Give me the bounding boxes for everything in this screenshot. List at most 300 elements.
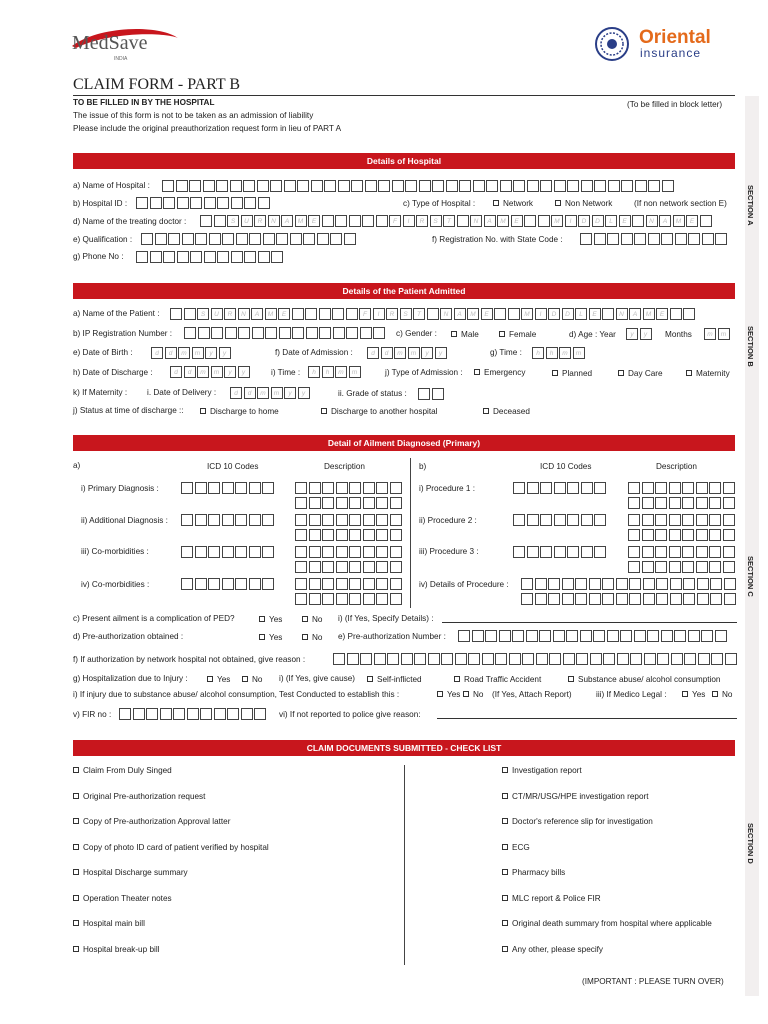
grade-boxes[interactable] <box>418 388 445 400</box>
char-box[interactable] <box>295 561 307 573</box>
char-box[interactable] <box>513 180 525 192</box>
char-box[interactable]: d <box>170 366 182 378</box>
char-box[interactable] <box>590 653 602 665</box>
char-box[interactable] <box>522 653 534 665</box>
doc-right-checkbox[interactable] <box>502 895 508 901</box>
char-box[interactable] <box>709 546 721 558</box>
doc-right-item[interactable] <box>502 894 601 904</box>
char-box[interactable] <box>414 653 426 665</box>
daycare-checkbox[interactable] <box>618 370 624 376</box>
injury-yes-checkbox[interactable] <box>207 676 213 682</box>
char-box[interactable]: A <box>484 215 496 227</box>
primary-dx-desc-boxes[interactable] <box>295 482 403 494</box>
network-option[interactable]: Network <box>493 199 533 209</box>
char-box[interactable] <box>390 529 402 541</box>
char-box[interactable] <box>670 593 682 605</box>
hospital-id-boxes[interactable] <box>136 197 271 209</box>
char-box[interactable] <box>642 482 654 494</box>
char-box[interactable] <box>567 514 579 526</box>
char-box[interactable] <box>581 482 593 494</box>
char-box[interactable]: I <box>535 308 547 320</box>
char-box[interactable] <box>170 308 182 320</box>
char-box[interactable] <box>688 233 700 245</box>
char-box[interactable] <box>336 482 348 494</box>
char-box[interactable] <box>155 233 167 245</box>
non-network-checkbox[interactable] <box>555 200 561 206</box>
char-box[interactable] <box>684 653 696 665</box>
char-box[interactable] <box>181 546 193 558</box>
char-box[interactable] <box>697 593 709 605</box>
char-box[interactable] <box>670 578 682 590</box>
char-box[interactable] <box>322 593 334 605</box>
char-box[interactable]: F <box>359 308 371 320</box>
char-box[interactable] <box>432 180 444 192</box>
char-box[interactable]: d <box>381 347 393 359</box>
char-box[interactable] <box>709 529 721 541</box>
char-box[interactable] <box>303 233 315 245</box>
ped-specify-line[interactable] <box>442 622 737 623</box>
char-box[interactable] <box>723 497 735 509</box>
char-box[interactable] <box>338 180 350 192</box>
char-box[interactable] <box>581 546 593 558</box>
char-box[interactable] <box>309 593 321 605</box>
qualification-boxes[interactable] <box>141 233 357 245</box>
char-box[interactable]: T <box>413 308 425 320</box>
char-box[interactable]: m <box>704 328 716 340</box>
char-box[interactable]: y <box>435 347 447 359</box>
char-box[interactable] <box>181 514 193 526</box>
char-box[interactable] <box>566 630 578 642</box>
char-box[interactable] <box>214 708 226 720</box>
doc-left-item[interactable] <box>73 792 205 802</box>
char-box[interactable]: m <box>211 366 223 378</box>
char-box[interactable] <box>344 233 356 245</box>
char-box[interactable] <box>217 251 229 263</box>
char-box[interactable] <box>669 497 681 509</box>
char-box[interactable] <box>363 593 375 605</box>
char-box[interactable] <box>187 708 199 720</box>
char-box[interactable] <box>539 630 551 642</box>
char-box[interactable] <box>500 180 512 192</box>
char-box[interactable] <box>696 561 708 573</box>
char-box[interactable] <box>198 327 210 339</box>
self-inflicted-option[interactable]: Self-inflicted <box>367 675 422 685</box>
char-box[interactable]: M <box>467 308 479 320</box>
primary-dx-desc-boxes-2[interactable] <box>295 497 403 509</box>
char-box[interactable] <box>701 630 713 642</box>
char-box[interactable] <box>376 514 388 526</box>
char-box[interactable] <box>535 578 547 590</box>
test-no-option[interactable]: No <box>463 690 483 700</box>
char-box[interactable] <box>418 388 430 400</box>
char-box[interactable] <box>214 215 226 227</box>
preauth-no-option[interactable]: No <box>302 633 322 643</box>
deceased-checkbox[interactable] <box>483 408 489 414</box>
char-box[interactable] <box>297 180 309 192</box>
char-box[interactable] <box>133 708 145 720</box>
char-box[interactable] <box>279 327 291 339</box>
char-box[interactable]: E <box>308 215 320 227</box>
char-box[interactable] <box>295 593 307 605</box>
procedure-details-boxes-2[interactable] <box>521 593 737 605</box>
char-box[interactable] <box>669 514 681 526</box>
char-box[interactable] <box>628 482 640 494</box>
char-box[interactable] <box>656 593 668 605</box>
char-box[interactable]: m <box>408 347 420 359</box>
char-box[interactable] <box>249 482 261 494</box>
char-box[interactable] <box>669 561 681 573</box>
char-box[interactable]: R <box>224 308 236 320</box>
char-box[interactable]: E <box>511 215 523 227</box>
char-box[interactable]: y <box>238 366 250 378</box>
comorbidities2-icd-boxes[interactable] <box>181 578 276 590</box>
char-box[interactable] <box>401 653 413 665</box>
comorbidities2-desc-boxes[interactable] <box>295 578 403 590</box>
discharge-other-checkbox[interactable] <box>321 408 327 414</box>
char-box[interactable] <box>292 327 304 339</box>
char-box[interactable] <box>200 708 212 720</box>
char-box[interactable] <box>203 180 215 192</box>
char-box[interactable] <box>661 233 673 245</box>
comorbidities1-desc-boxes-2[interactable] <box>295 561 403 573</box>
char-box[interactable] <box>306 327 318 339</box>
char-box[interactable] <box>309 578 321 590</box>
char-box[interactable] <box>628 546 640 558</box>
char-box[interactable] <box>349 215 361 227</box>
char-box[interactable] <box>160 708 172 720</box>
doc-left-checkbox[interactable] <box>73 767 79 773</box>
char-box[interactable] <box>709 482 721 494</box>
char-box[interactable]: y <box>205 347 217 359</box>
rta-option[interactable]: Road Traffic Accident <box>454 675 541 685</box>
char-box[interactable] <box>168 233 180 245</box>
char-box[interactable] <box>200 215 212 227</box>
char-box[interactable]: m <box>257 387 269 399</box>
char-box[interactable] <box>222 514 234 526</box>
char-box[interactable] <box>222 578 234 590</box>
char-box[interactable]: M <box>551 215 563 227</box>
injury-yes-option[interactable]: Yes <box>207 675 230 685</box>
char-box[interactable]: D <box>578 215 590 227</box>
char-box[interactable] <box>709 497 721 509</box>
char-box[interactable] <box>432 388 444 400</box>
char-box[interactable] <box>163 251 175 263</box>
char-box[interactable]: N <box>616 308 628 320</box>
char-box[interactable] <box>594 514 606 526</box>
char-box[interactable] <box>292 308 304 320</box>
medico-yes-option[interactable]: Yes <box>682 690 705 700</box>
char-box[interactable] <box>270 180 282 192</box>
char-box[interactable] <box>682 546 694 558</box>
age-year-boxes[interactable] <box>626 328 653 340</box>
char-box[interactable] <box>363 561 375 573</box>
char-box[interactable] <box>554 482 566 494</box>
char-box[interactable] <box>628 529 640 541</box>
char-box[interactable] <box>576 653 588 665</box>
char-box[interactable]: y <box>298 387 310 399</box>
char-box[interactable] <box>349 593 361 605</box>
char-box[interactable] <box>349 529 361 541</box>
char-box[interactable] <box>671 653 683 665</box>
procedure2-desc-boxes-2[interactable] <box>628 529 736 541</box>
doc-right-item[interactable] <box>502 817 653 827</box>
char-box[interactable] <box>263 233 275 245</box>
char-box[interactable]: h <box>322 366 334 378</box>
char-box[interactable] <box>669 482 681 494</box>
char-box[interactable]: A <box>281 215 293 227</box>
char-box[interactable] <box>208 578 220 590</box>
doc-left-checkbox[interactable] <box>73 946 79 952</box>
char-box[interactable] <box>222 233 234 245</box>
char-box[interactable] <box>628 514 640 526</box>
char-box[interactable] <box>499 630 511 642</box>
procedure1-desc-boxes[interactable] <box>628 482 736 494</box>
doc-right-item[interactable] <box>502 843 530 853</box>
char-box[interactable] <box>184 327 196 339</box>
procedure2-icd-boxes[interactable] <box>513 514 608 526</box>
char-box[interactable] <box>620 630 632 642</box>
char-box[interactable]: M <box>265 308 277 320</box>
primary-dx-icd-boxes[interactable] <box>181 482 276 494</box>
char-box[interactable]: M <box>295 215 307 227</box>
char-box[interactable] <box>225 327 237 339</box>
char-box[interactable] <box>485 630 497 642</box>
char-box[interactable]: m <box>349 366 361 378</box>
char-box[interactable]: N <box>646 215 658 227</box>
char-box[interactable] <box>655 546 667 558</box>
char-box[interactable] <box>696 514 708 526</box>
daycare-option[interactable]: Day Care <box>618 369 663 379</box>
char-box[interactable] <box>634 630 646 642</box>
procedure3-icd-boxes[interactable] <box>513 546 608 558</box>
char-box[interactable] <box>682 529 694 541</box>
doc-left-item[interactable] <box>73 868 188 878</box>
ped-yes-option[interactable]: Yes <box>259 615 282 625</box>
char-box[interactable] <box>643 578 655 590</box>
char-box[interactable] <box>311 180 323 192</box>
char-box[interactable] <box>527 546 539 558</box>
char-box[interactable] <box>322 215 334 227</box>
char-box[interactable] <box>656 578 668 590</box>
char-box[interactable] <box>682 561 694 573</box>
doctor-name-boxes[interactable] <box>200 215 713 227</box>
char-box[interactable] <box>360 653 372 665</box>
char-box[interactable] <box>683 308 695 320</box>
deceased-option[interactable]: Deceased <box>483 407 530 417</box>
char-box[interactable] <box>309 482 321 494</box>
char-box[interactable]: N <box>238 308 250 320</box>
rta-checkbox[interactable] <box>454 676 460 682</box>
char-box[interactable] <box>723 514 735 526</box>
char-box[interactable] <box>455 653 467 665</box>
char-box[interactable] <box>486 180 498 192</box>
char-box[interactable] <box>309 546 321 558</box>
char-box[interactable]: y <box>219 347 231 359</box>
char-box[interactable] <box>387 653 399 665</box>
char-box[interactable] <box>243 180 255 192</box>
char-box[interactable] <box>208 514 220 526</box>
char-box[interactable] <box>249 578 261 590</box>
procedure3-desc-boxes-2[interactable] <box>628 561 736 573</box>
procedure1-desc-boxes-2[interactable] <box>628 497 736 509</box>
char-box[interactable]: E <box>656 308 668 320</box>
substance-option[interactable]: Substance abuse/ alcohol consumption <box>568 675 720 685</box>
char-box[interactable] <box>265 327 277 339</box>
char-box[interactable] <box>150 251 162 263</box>
discharge-home-option[interactable]: Discharge to home <box>200 407 279 417</box>
char-box[interactable] <box>322 561 334 573</box>
char-box[interactable] <box>723 529 735 541</box>
char-box[interactable] <box>724 578 736 590</box>
char-box[interactable] <box>554 514 566 526</box>
char-box[interactable] <box>675 233 687 245</box>
doc-left-checkbox[interactable] <box>73 920 79 926</box>
char-box[interactable] <box>696 529 708 541</box>
preauth-number-boxes[interactable] <box>458 630 728 642</box>
char-box[interactable]: R <box>386 308 398 320</box>
doc-left-checkbox[interactable] <box>73 818 79 824</box>
char-box[interactable] <box>509 653 521 665</box>
char-box[interactable] <box>362 215 374 227</box>
doc-left-checkbox[interactable] <box>73 869 79 875</box>
char-box[interactable]: h <box>532 347 544 359</box>
char-box[interactable] <box>607 630 619 642</box>
char-box[interactable] <box>575 593 587 605</box>
char-box[interactable] <box>244 197 256 209</box>
char-box[interactable] <box>336 561 348 573</box>
network-checkbox[interactable] <box>493 200 499 206</box>
char-box[interactable] <box>235 482 247 494</box>
char-box[interactable] <box>602 593 614 605</box>
char-box[interactable] <box>527 180 539 192</box>
char-box[interactable] <box>376 593 388 605</box>
char-box[interactable] <box>468 653 480 665</box>
char-box[interactable] <box>538 215 550 227</box>
char-box[interactable] <box>621 180 633 192</box>
char-box[interactable] <box>349 514 361 526</box>
doc-right-checkbox[interactable] <box>502 869 508 875</box>
char-box[interactable] <box>249 233 261 245</box>
char-box[interactable] <box>696 482 708 494</box>
ped-yes-checkbox[interactable] <box>259 616 265 622</box>
char-box[interactable] <box>235 514 247 526</box>
char-box[interactable] <box>482 653 494 665</box>
male-checkbox[interactable] <box>451 331 457 337</box>
char-box[interactable] <box>655 561 667 573</box>
self-inflicted-checkbox[interactable] <box>367 676 373 682</box>
char-box[interactable] <box>607 233 619 245</box>
comorbidities1-desc-boxes[interactable] <box>295 546 403 558</box>
admission-time-boxes[interactable] <box>532 347 586 359</box>
char-box[interactable] <box>231 197 243 209</box>
char-box[interactable] <box>376 497 388 509</box>
char-box[interactable] <box>648 180 660 192</box>
planned-checkbox[interactable] <box>552 370 558 376</box>
char-box[interactable] <box>295 578 307 590</box>
char-box[interactable]: N <box>440 308 452 320</box>
char-box[interactable] <box>508 308 520 320</box>
char-box[interactable] <box>236 233 248 245</box>
char-box[interactable]: L <box>605 215 617 227</box>
delivery-date-boxes[interactable] <box>230 387 311 399</box>
char-box[interactable] <box>617 653 629 665</box>
char-box[interactable] <box>208 482 220 494</box>
char-box[interactable] <box>593 630 605 642</box>
injury-no-checkbox[interactable] <box>242 676 248 682</box>
char-box[interactable]: y <box>284 387 296 399</box>
char-box[interactable] <box>562 578 574 590</box>
char-box[interactable]: S <box>197 308 209 320</box>
char-box[interactable]: D <box>592 215 604 227</box>
char-box[interactable] <box>524 215 536 227</box>
char-box[interactable] <box>136 251 148 263</box>
char-box[interactable] <box>513 514 525 526</box>
char-box[interactable]: m <box>271 387 283 399</box>
char-box[interactable] <box>189 180 201 192</box>
char-box[interactable] <box>548 593 560 605</box>
emergency-checkbox[interactable] <box>474 369 480 375</box>
char-box[interactable] <box>322 514 334 526</box>
char-box[interactable] <box>346 308 358 320</box>
char-box[interactable] <box>669 546 681 558</box>
char-box[interactable] <box>428 653 440 665</box>
char-box[interactable] <box>647 630 659 642</box>
registration-boxes[interactable] <box>580 233 729 245</box>
maternity-checkbox[interactable] <box>686 370 692 376</box>
char-box[interactable] <box>336 497 348 509</box>
char-box[interactable] <box>295 514 307 526</box>
char-box[interactable]: d <box>367 347 379 359</box>
char-box[interactable] <box>629 593 641 605</box>
char-box[interactable]: D <box>548 308 560 320</box>
char-box[interactable] <box>333 653 345 665</box>
char-box[interactable] <box>494 308 506 320</box>
char-box[interactable] <box>295 529 307 541</box>
char-box[interactable] <box>230 180 242 192</box>
doc-right-checkbox[interactable] <box>502 793 508 799</box>
char-box[interactable] <box>295 497 307 509</box>
char-box[interactable] <box>376 529 388 541</box>
char-box[interactable] <box>309 514 321 526</box>
char-box[interactable] <box>262 578 274 590</box>
char-box[interactable] <box>594 546 606 558</box>
doc-right-checkbox[interactable] <box>502 767 508 773</box>
char-box[interactable] <box>204 251 216 263</box>
char-box[interactable] <box>351 180 363 192</box>
char-box[interactable] <box>642 514 654 526</box>
char-box[interactable]: d <box>230 387 242 399</box>
char-box[interactable]: y <box>224 366 236 378</box>
char-box[interactable] <box>176 180 188 192</box>
char-box[interactable]: m <box>573 347 585 359</box>
doc-right-checkbox[interactable] <box>502 946 508 952</box>
char-box[interactable] <box>642 546 654 558</box>
char-box[interactable] <box>535 593 547 605</box>
female-option[interactable]: Female <box>499 330 536 340</box>
char-box[interactable] <box>594 233 606 245</box>
char-box[interactable] <box>204 197 216 209</box>
age-month-boxes[interactable] <box>704 328 731 340</box>
test-no-checkbox[interactable] <box>463 691 469 697</box>
char-box[interactable] <box>715 233 727 245</box>
fir-boxes[interactable] <box>119 708 268 720</box>
char-box[interactable] <box>642 497 654 509</box>
char-box[interactable]: E <box>481 308 493 320</box>
substance-checkbox[interactable] <box>568 676 574 682</box>
char-box[interactable] <box>521 593 533 605</box>
char-box[interactable]: m <box>197 366 209 378</box>
char-box[interactable] <box>146 708 158 720</box>
